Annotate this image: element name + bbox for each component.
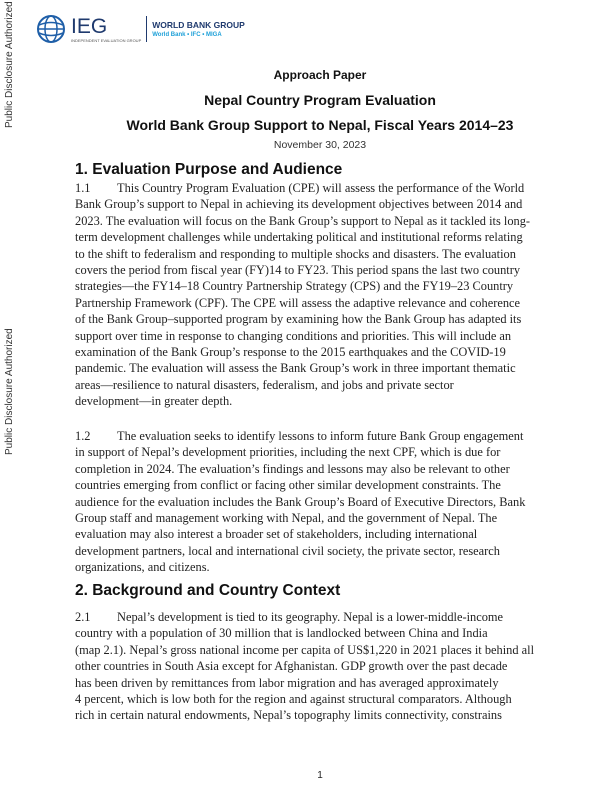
text-line	[75, 328, 530, 344]
line-text: Nepal’s development is tied to its geography. Nepal is a lower-middle-income	[117, 610, 504, 624]
paragraph-number: 1.1	[75, 181, 91, 195]
line-text: organizations, and citizens.	[75, 560, 210, 575]
line-text: completion in 2024. The evaluation’s findings and lessons may also be relevant to other	[75, 461, 510, 476]
text-line	[75, 510, 525, 526]
disclosure-label: Public Disclosure Authorized	[4, 1, 15, 128]
text-line	[75, 295, 530, 311]
text-line	[75, 196, 530, 212]
line-text: evaluation may also interest a broader set of stakeholders, including international	[75, 527, 478, 542]
paragraph-number: 2.1	[75, 610, 91, 624]
wbg-text: WORLD BANK GROUP	[152, 19, 245, 30]
document-date: November 30, 2023	[273, 139, 367, 151]
ieg-wbg-logo	[36, 14, 245, 44]
section-heading: 1. Evaluation Purpose and Audience	[75, 161, 343, 178]
line-text: examination of the Bank Group’s response to the 2015 earthquakes and the COVID-19	[75, 344, 506, 359]
paragraph-1-2	[75, 428, 525, 576]
disclosure-label: Public Disclosure Authorized	[4, 328, 15, 455]
text-line	[75, 246, 530, 262]
text-line	[75, 311, 530, 327]
text-line	[75, 213, 530, 229]
line-text: 2023. The evaluation will focus on the Bank Group’s support to Nepal as it tackled its long-	[75, 213, 531, 228]
section-heading: 2. Background and Country Context	[75, 582, 341, 599]
line-text: The evaluation seeks to identify lessons to inform future Bank Group engagement	[117, 429, 524, 443]
line-text: Bank Group’s support to Nepal in achieving its development objectives between 2014 and	[75, 197, 523, 212]
text-line	[75, 526, 525, 542]
line-text: This Country Program Evaluation (CPE) will assess the performance of the World	[117, 181, 525, 195]
text-line	[75, 642, 534, 658]
text-line	[75, 229, 530, 245]
line-text: to the shift to federalism and responding to multiple shocks and disasters. The evaluation	[75, 246, 516, 261]
line-text: has been driven by remittances from labor migration and has averaged approximately	[75, 675, 499, 690]
line-text: countries emerging from conflict or facing other similar development constraints. The	[75, 478, 501, 493]
text-line	[75, 658, 534, 674]
line-text: (map 2.1). Nepal’s gross national income per capita of US$1,220 in 2021 places it behind all	[75, 642, 535, 657]
logo-divider	[146, 16, 147, 42]
line-text: support over time in response to changing conditions and priorities. This will include an	[75, 328, 512, 343]
line-text: Group staff and management working with Nepal, and the government of Nepal. The	[75, 510, 498, 525]
document-type: Approach Paper	[273, 68, 367, 82]
line-text: strategies—the FY14–18 Country Partnership Strategy (CPS) and the FY19–23 Country	[75, 279, 514, 294]
page-number: 1	[317, 770, 323, 781]
text-line	[75, 691, 534, 707]
line-text: of the Bank Group–supported program by examining how the Bank Group has adapted its	[75, 312, 522, 327]
text-line	[75, 377, 530, 393]
text-line	[75, 444, 525, 460]
ieg-subtext: INDEPENDENT EVALUATION GROUP	[71, 37, 142, 43]
text-line	[75, 494, 525, 510]
text-line	[75, 180, 530, 196]
wbg-subtext: World Bank • IFC • MIGA	[152, 31, 222, 38]
line-text: term development challenges while undertaking political and institutional reforms relating	[75, 230, 523, 245]
text-line	[75, 609, 534, 625]
page-title: Nepal Country Program Evaluation	[204, 92, 436, 108]
paragraph-number: 1.2	[75, 429, 91, 443]
text-line	[75, 360, 530, 376]
line-text: in support of Nepal’s development priorities, including the next CPF, which is due for	[75, 445, 501, 460]
globe-icon	[36, 14, 66, 44]
line-text: development partners, local and international civil society, the private sector, research	[75, 543, 500, 558]
page-subtitle: World Bank Group Support to Nepal, Fiscal Years 2014–23	[126, 117, 514, 133]
text-line	[75, 278, 530, 294]
text-line	[75, 625, 534, 641]
paragraph-1-1	[75, 180, 530, 409]
paragraph-2-1	[75, 609, 534, 724]
line-text: development—in greater depth.	[75, 394, 233, 409]
line-text: areas—resilience to natural disasters, federalism, and jobs and private sector	[75, 377, 454, 392]
text-line	[75, 262, 530, 278]
line-text: 4 percent, which is low both for the region and against structural comparators. Although	[75, 691, 512, 706]
text-line	[75, 461, 525, 477]
line-text: pandemic. The evaluation will assess the Bank Group’s work in three important thematic	[75, 361, 516, 376]
text-line	[75, 344, 530, 360]
line-text: country with a population of 30 million that is landlocked between China and India	[75, 626, 488, 641]
ieg-text: IEG	[71, 14, 108, 38]
line-text: covers the period from fiscal year (FY)14 to FY23. This period spans the last two country	[75, 262, 521, 277]
text-line	[75, 707, 534, 723]
text-line	[75, 428, 525, 444]
line-text: audience for the evaluation includes the Bank Group’s Board of Executive Directors, Bank	[75, 494, 526, 509]
line-text: rich in certain natural endowments, Nepal’s topography limits connectivity, constrains	[75, 708, 502, 723]
line-text: Partnership Framework (CPF). The CPE will assess the adaptive relevance and coherence	[75, 295, 521, 310]
text-line	[75, 543, 525, 559]
text-line	[75, 393, 530, 409]
text-line	[75, 675, 534, 691]
text-line	[75, 559, 525, 575]
text-line	[75, 477, 525, 493]
line-text: other countries in South Asia except for Afghanistan. GDP growth over the past decade	[75, 659, 508, 674]
